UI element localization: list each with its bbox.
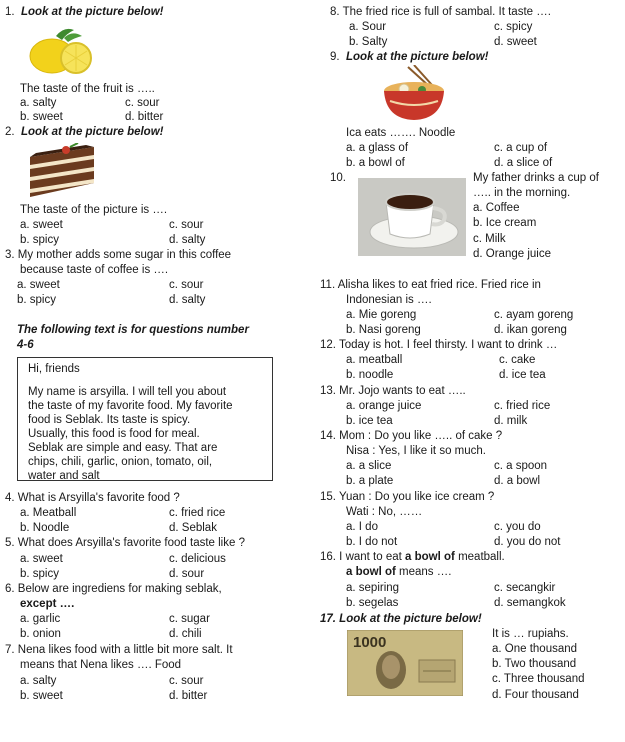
q3-option-b: b. spicy bbox=[17, 294, 56, 306]
reading-passage-box bbox=[17, 357, 273, 481]
q8-option-a: a. Sour bbox=[349, 21, 387, 33]
q2-question: The taste of the picture is …. bbox=[20, 204, 168, 216]
q4-option-a: a. Meatball bbox=[20, 507, 77, 519]
q14-dialog-line1: 14. Mom : Do you like ….. of cake ? bbox=[320, 430, 503, 442]
q11-option-d: d. ikan goreng bbox=[494, 324, 567, 336]
q8-option-d: d. sweet bbox=[494, 36, 537, 48]
q14-option-a: a. a slice bbox=[346, 460, 392, 472]
q17-option-b: b. Two thousand bbox=[492, 658, 577, 670]
q10-stem-line1: My father drinks a cup of bbox=[473, 172, 599, 184]
q1-option-d: d. bitter bbox=[125, 111, 164, 123]
passage-intro-line1: The following text is for questions number bbox=[17, 324, 249, 336]
q15-option-b: b. I do not bbox=[346, 536, 398, 548]
q10-option-c: c. Milk bbox=[473, 233, 506, 245]
q13-option-a: a. orange juice bbox=[346, 400, 422, 412]
q15-option-c: c. you do bbox=[494, 521, 541, 533]
q2-option-a: a. sweet bbox=[20, 219, 63, 231]
q12-option-c: c. cake bbox=[499, 354, 536, 366]
q12-option-d: d. ice tea bbox=[499, 369, 546, 381]
q7-option-b: b. sweet bbox=[20, 690, 63, 702]
q16-option-b: b. segelas bbox=[346, 597, 399, 609]
q7-option-d: d. bitter bbox=[169, 690, 208, 702]
q14-option-c: c. a spoon bbox=[494, 460, 548, 472]
q4-option-b: b. Noodle bbox=[20, 522, 70, 534]
q11-option-b: b. Nasi goreng bbox=[346, 324, 421, 336]
q6-option-a: a. garlic bbox=[20, 613, 61, 625]
q16-option-c: c. secangkir bbox=[494, 582, 556, 594]
q9-question: Ica eats ……. Noodle bbox=[346, 127, 456, 139]
q17-option-c: c. Three thousand bbox=[492, 673, 585, 685]
lemon-picture bbox=[26, 26, 96, 76]
q13-option-d: d. milk bbox=[494, 415, 528, 427]
passage-line: the taste of my favorite food. My favorite bbox=[28, 400, 233, 412]
passage-line: food is Seblak. Its taste is spicy. bbox=[28, 414, 191, 426]
q16-option-a: a. sepiring bbox=[346, 582, 400, 594]
q2-stem: Look at the picture below! bbox=[21, 126, 164, 138]
q2-number: 2. bbox=[5, 126, 15, 138]
q9-option-a: a. a glass of bbox=[346, 142, 409, 154]
q1-question: The taste of the fruit is ….. bbox=[20, 83, 155, 95]
q9-option-d: d. a slice of bbox=[494, 157, 553, 169]
q11-stem-line1: 11. Alisha likes to eat fried rice. Fried rice in bbox=[320, 279, 541, 291]
q7-stem-line2: means that Nena likes …. Food bbox=[20, 659, 182, 671]
q10-stem-line2: ….. in the morning. bbox=[473, 187, 571, 199]
q6-option-b: b. onion bbox=[20, 628, 61, 640]
q7-option-c: c. sour bbox=[169, 675, 204, 687]
q10-number: 10. bbox=[330, 172, 346, 184]
rupiah-banknote-picture bbox=[347, 630, 463, 696]
q10-option-a: a. Coffee bbox=[473, 202, 520, 214]
q9-stem: Look at the picture below! bbox=[346, 51, 489, 63]
q2-option-b: b. spicy bbox=[20, 234, 59, 246]
q13-option-b: b. ice tea bbox=[346, 415, 393, 427]
q15-dialog-line1: 15. Yuan : Do you like ice cream ? bbox=[320, 491, 495, 503]
q1-number: 1. bbox=[5, 6, 15, 18]
passage-intro-line2: 4-6 bbox=[17, 339, 34, 351]
q6-option-c: c. sugar bbox=[169, 613, 210, 625]
q16-stem-line2 bbox=[346, 566, 451, 579]
q8-stem: 8. The fried rice is full of sambal. It taste …. bbox=[330, 6, 551, 18]
q11-option-c: c. ayam goreng bbox=[494, 309, 574, 321]
q3-stem-line2: because taste of coffee is …. bbox=[20, 264, 169, 276]
passage-line: My name is arsyilla. I will tell you about bbox=[28, 386, 227, 398]
q3-option-c: c. sour bbox=[169, 279, 204, 291]
q1-option-b: b. sweet bbox=[20, 111, 63, 123]
q14-option-b: b. a plate bbox=[346, 475, 394, 487]
q2-option-d: d. salty bbox=[169, 234, 206, 246]
cake-slice-picture bbox=[26, 143, 98, 201]
q9-option-b: b. a bowl of bbox=[346, 157, 405, 169]
q12-option-b: b. noodle bbox=[346, 369, 394, 381]
q5-stem: 5. What does Arsyilla's favorite food taste like ? bbox=[5, 537, 245, 549]
q16-stem-post: meatball. bbox=[454, 551, 505, 563]
q13-option-c: c. fried rice bbox=[494, 400, 551, 412]
q9-option-c: c. a cup of bbox=[494, 142, 548, 154]
q8-option-c: c. spicy bbox=[494, 21, 533, 33]
q15-option-a: a. I do bbox=[346, 521, 378, 533]
q12-option-a: a. meatball bbox=[346, 354, 403, 366]
passage-line: Usually, this food is food for meal. bbox=[28, 428, 200, 440]
q9-number: 9. bbox=[330, 51, 340, 63]
q11-option-a: a. Mie goreng bbox=[346, 309, 417, 321]
passage-line: Seblak are simple and easy. That are bbox=[28, 442, 218, 454]
q3-option-d: d. salty bbox=[169, 294, 206, 306]
q6-except: except …. bbox=[20, 598, 75, 610]
q7-option-a: a. salty bbox=[20, 675, 57, 687]
q17-option-a: a. One thousand bbox=[492, 643, 578, 655]
q3-option-a: a. sweet bbox=[17, 279, 60, 291]
noodle-bowl-picture bbox=[380, 65, 450, 123]
passage-greeting: Hi, friends bbox=[28, 363, 80, 375]
q5-option-a: a. sweet bbox=[20, 553, 63, 565]
q5-option-d: d. sour bbox=[169, 568, 205, 580]
coffee-cup-picture bbox=[358, 178, 466, 256]
q8-option-b: b. Salty bbox=[349, 36, 388, 48]
q1-option-a: a. salty bbox=[20, 97, 57, 109]
q17-option-d: d. Four thousand bbox=[492, 689, 579, 701]
q10-option-d: d. Orange juice bbox=[473, 248, 551, 260]
q15-option-d: d. you do not bbox=[494, 536, 561, 548]
q16-stem-pre: 16. I want to eat bbox=[320, 551, 406, 563]
q1-stem: Look at the picture below! bbox=[21, 6, 164, 18]
q4-option-d: d. Seblak bbox=[169, 522, 217, 534]
q15-dialog-line2: Wati : No, …… bbox=[346, 506, 423, 518]
q5-option-b: b. spicy bbox=[20, 568, 59, 580]
q1-option-c: c. sour bbox=[125, 97, 160, 109]
passage-line: water and salt bbox=[28, 470, 100, 481]
q12-stem: 12. Today is hot. I feel thirsty. I want to drink … bbox=[320, 339, 558, 351]
passage-line: chips, chili, garlic, onion, tomato, oil, bbox=[28, 456, 213, 468]
q10-option-b: b. Ice cream bbox=[473, 217, 537, 229]
q14-dialog-line2: Nisa : Yes, I like it so much. bbox=[346, 445, 486, 457]
banknote-value: 1000 bbox=[353, 634, 387, 651]
q5-option-c: c. delicious bbox=[169, 553, 226, 565]
q2-option-c: c. sour bbox=[169, 219, 204, 231]
q6-option-d: d. chili bbox=[169, 628, 202, 640]
q14-option-d: d. a bowl bbox=[494, 475, 541, 487]
q7-stem-line1: 7. Nena likes food with a little bit more salt. It bbox=[5, 644, 233, 656]
q11-stem-line2: Indonesian is …. bbox=[346, 294, 432, 306]
q16-line2-post: means …. bbox=[395, 566, 452, 578]
q17-stem: 17. Look at the picture below! bbox=[320, 613, 482, 625]
q3-stem-line1: 3. My mother adds some sugar in this coffee bbox=[5, 249, 232, 261]
q16-stem-bold: a bowl of bbox=[405, 551, 455, 563]
q16-stem-line1 bbox=[320, 551, 505, 564]
q13-stem: 13. Mr. Jojo wants to eat ….. bbox=[320, 385, 466, 397]
q4-option-c: c. fried rice bbox=[169, 507, 226, 519]
q16-option-d: d. semangkok bbox=[494, 597, 566, 609]
q16-line2-bold: a bowl of bbox=[346, 566, 396, 578]
q6-stem: 6. Below are ingrediens for making seblak, bbox=[5, 583, 222, 595]
q4-stem: 4. What is Arsyilla's favorite food ? bbox=[5, 492, 180, 504]
q17-question: It is … rupiahs. bbox=[492, 628, 569, 640]
